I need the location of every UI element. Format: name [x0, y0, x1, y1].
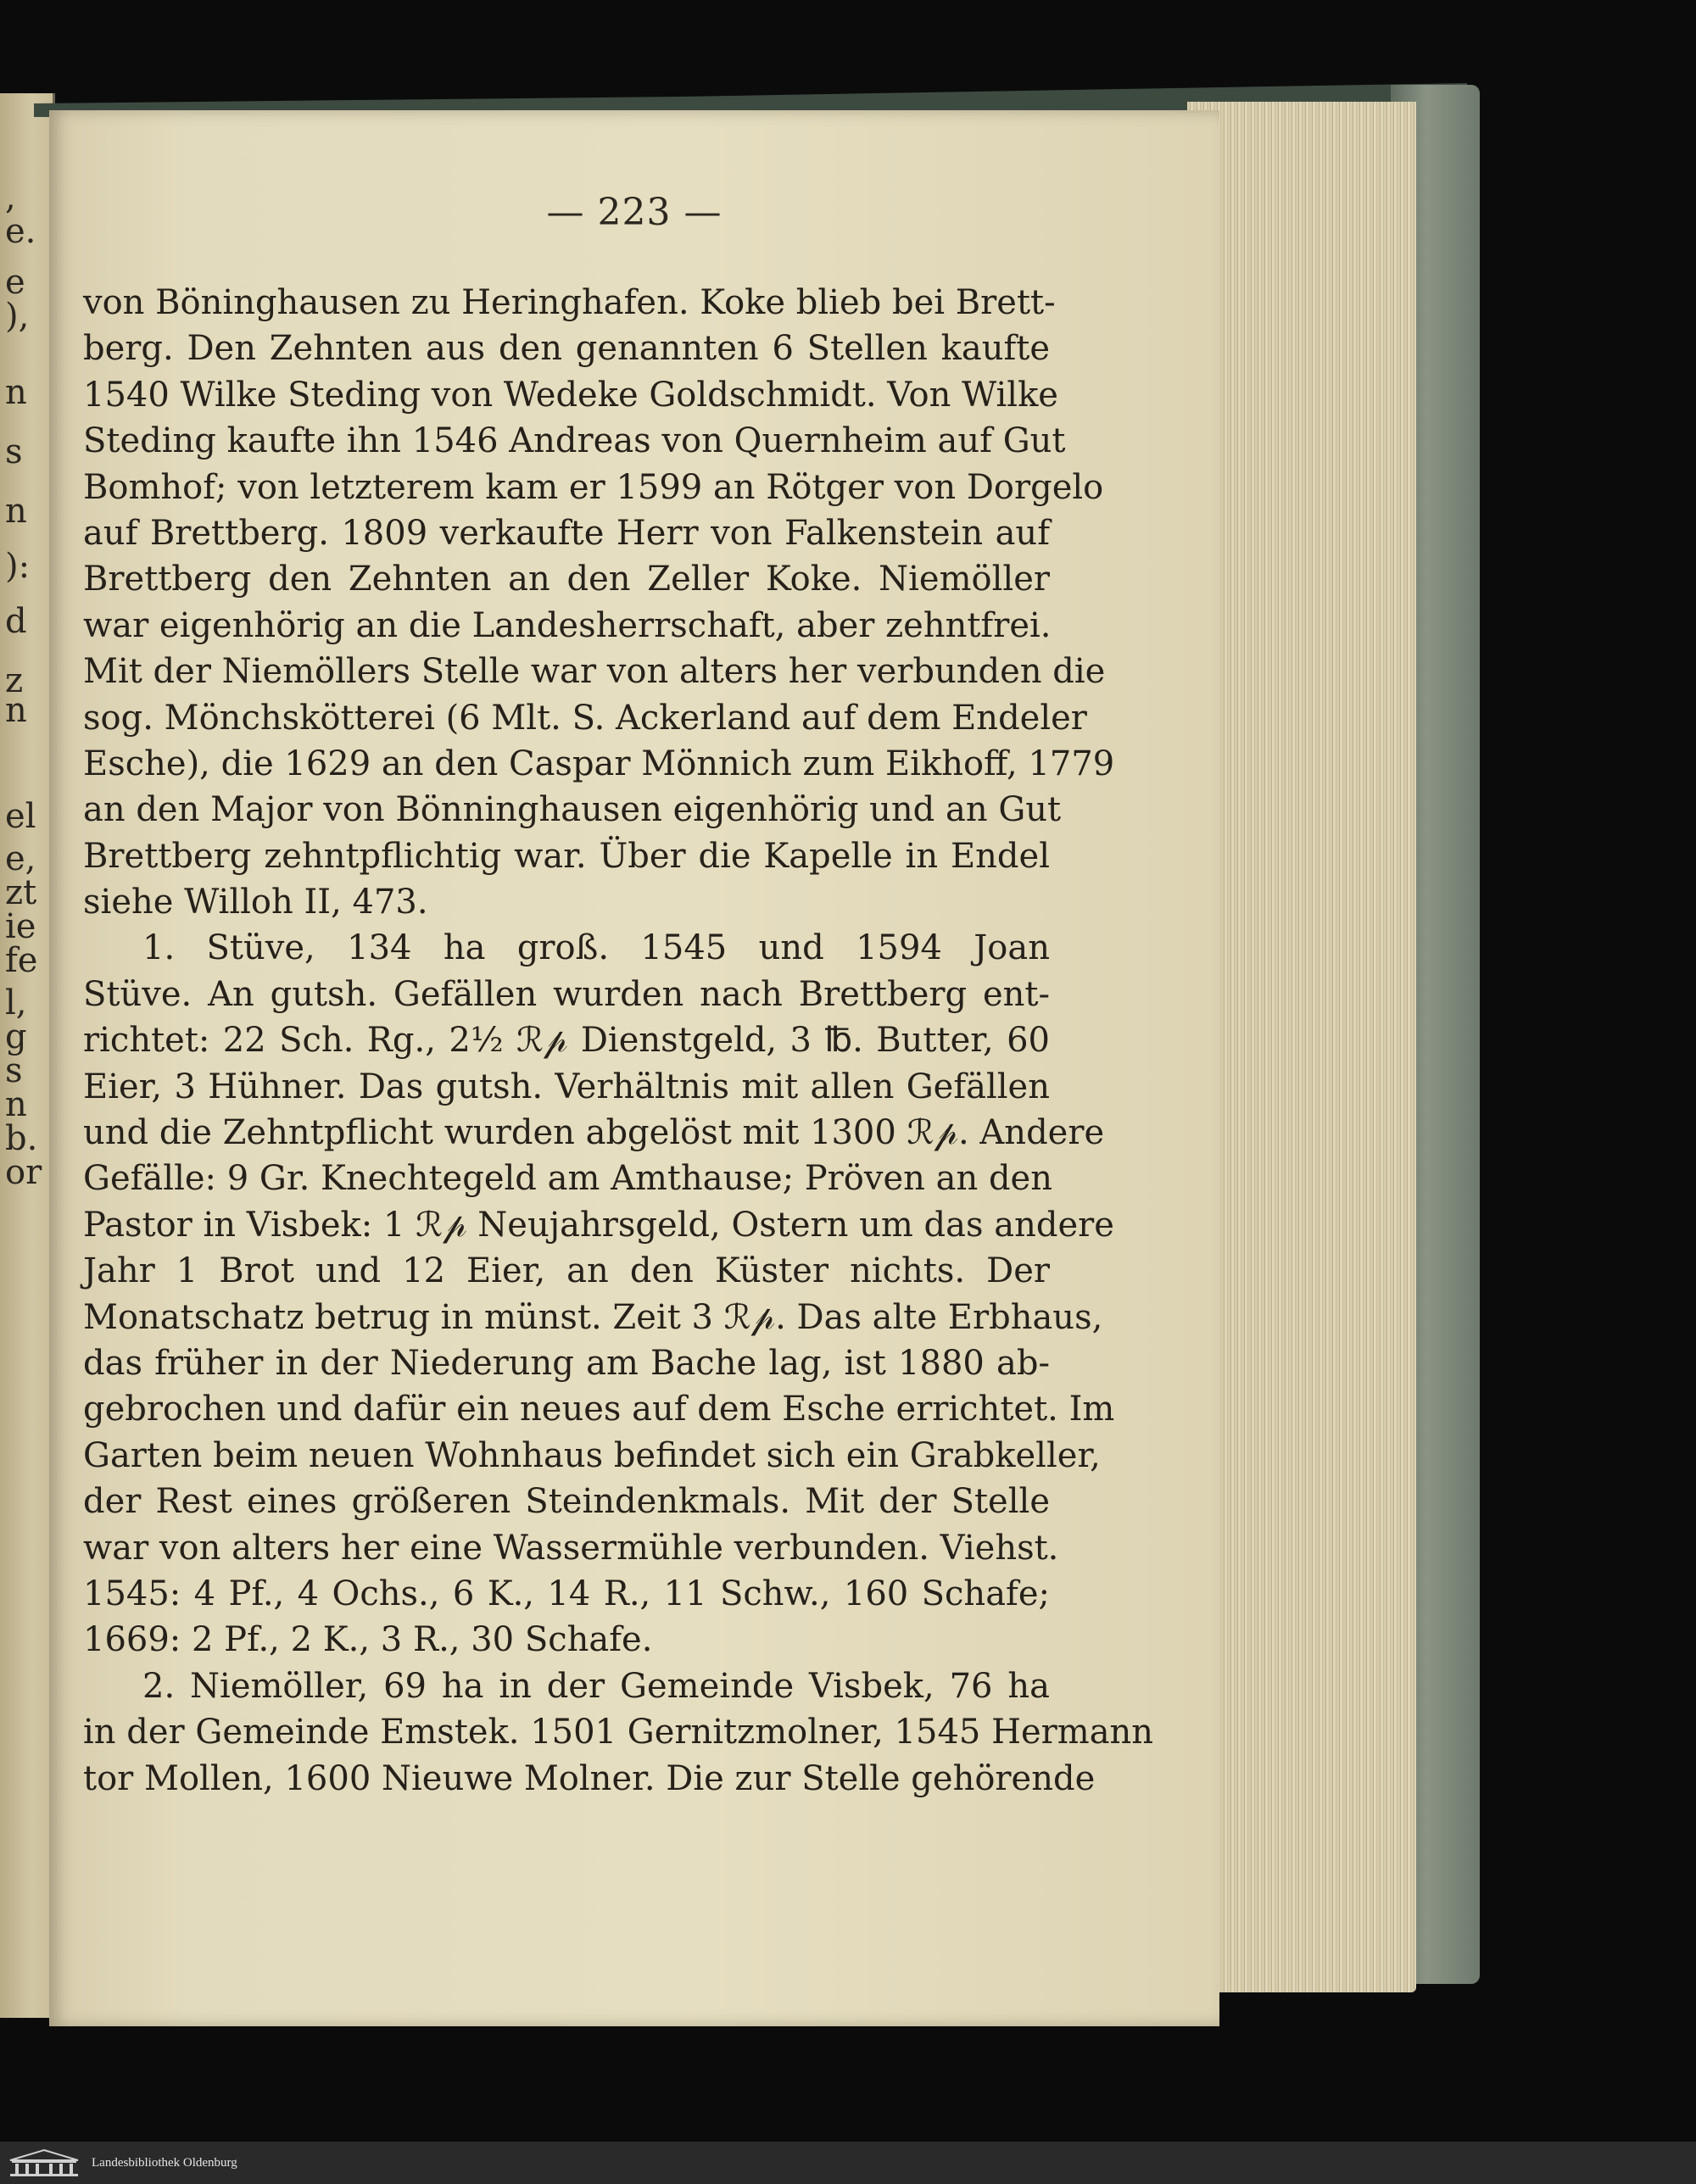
text-line-section-2: 2. Niemöller, 69 ha in der Gemeinde Visbek, 76 ha [142, 1666, 1050, 1706]
text-line: Pastor in Visbek: 1 ℛ𝓅 Neujahrsgeld, Ostern um das andere [83, 1205, 1114, 1245]
left-page-fragment: s [5, 1051, 23, 1090]
text-line: sog. Mönchskötterei (6 Mlt. S. Ackerland auf dem Endeler [83, 698, 1087, 738]
left-page-fragment: , [5, 178, 16, 217]
left-page-fragment: d [5, 602, 27, 641]
page-number: — 223 — [546, 191, 722, 234]
text-line-part: Andere [979, 1113, 1105, 1153]
text-line: tor Mollen, 1600 Nieuwe Molner. Die zur Stelle gehörende [83, 1758, 1096, 1798]
library-logo-icon [7, 2148, 81, 2177]
text-line: siehe Willoh II, 473. [83, 883, 428, 922]
text-line: an den Major von Bönninghausen eigenhörig und an Gut [83, 790, 1062, 830]
viewer-footer-bar [0, 2142, 1696, 2184]
text-line: in der Gemeinde Emstek. 1501 Gernitzmolner, 1545 Hermann [83, 1713, 1154, 1752]
left-page-fragment: ie [5, 907, 36, 946]
text-line: gebrochen und dafür ein neues auf dem Esche errichtet. Im [83, 1390, 1115, 1429]
left-page-fragment: l, [5, 983, 27, 1022]
text-line: der Rest eines größeren Steindenkmals. Mit der Stelle [83, 1482, 1050, 1522]
left-page-fragment: n [5, 492, 27, 531]
page-block-edges [1187, 102, 1416, 1992]
text-line: Eier, 3 Hühner. Das gutsh. Verhältnis mit allen Gefällen [83, 1067, 1050, 1106]
text-line: auf Brettberg. 1809 verkaufte Herr von Falkenstein auf [83, 513, 1050, 553]
left-page-fragment: e. [5, 212, 36, 251]
text-line: Gefälle: 9 Gr. Knechtegeld am Amthause; Pröven an den [83, 1159, 1052, 1199]
text-line: 1545: 4 Pf., 4 Ochs., 6 K., 14 R., 11 Schw., 160 Schafe; [83, 1574, 1050, 1613]
text-line: Steding kaufte ihn 1546 Andreas von Quernheim auf Gut [83, 421, 1066, 461]
left-page-fragment: n [5, 373, 27, 412]
left-page-fragment: ), [5, 297, 30, 336]
left-page-fragment: zt [5, 873, 37, 912]
text-line: war eigenhörig an die Landesherrschaft, aber zehntfrei. [83, 605, 1052, 645]
left-page-fragment: el [5, 797, 36, 836]
left-page-fragment: or [5, 1153, 42, 1192]
left-page-fragment: z [5, 661, 24, 700]
text-line: Esche), die 1629 an den Caspar Mönnich zum Eikhoff, 1779 [83, 744, 1115, 783]
book-page [49, 110, 1219, 2026]
text-line: von Böninghausen zu Heringhafen. Koke blieb bei Brett- [83, 283, 1056, 322]
left-page-fragment: n [5, 1085, 27, 1124]
text-line: Garten beim neuen Wohnhaus befindet sich ein Grabkeller, [83, 1435, 1101, 1475]
left-page-fragment: s [5, 432, 23, 471]
text-line: berg. Den Zehnten aus den genannten 6 Stellen kaufte [83, 329, 1050, 369]
text-line: Monatschatz betrug in münst. Zeit 3 ℛ𝓅. Das alte Erbhaus, [83, 1297, 1103, 1337]
text-line [83, 1110, 1105, 1156]
text-line: 1669: 2 Pf., 2 K., 3 R., 30 Schafe. [83, 1620, 653, 1660]
text-line: Mit der Niemöllers Stelle war von alters her verbunden die [83, 652, 1106, 692]
library-name: Landesbibliothek Oldenburg [92, 2155, 237, 2170]
left-page-fragment: e, [5, 839, 36, 878]
left-page-fragment: n [5, 691, 27, 730]
left-page-fragment: b. [5, 1119, 38, 1158]
text-line: Bomhof; von letzterem kam er 1599 an Rötger von Dorgelo [83, 467, 1104, 507]
left-page-fragment: e [5, 263, 25, 302]
left-page-fragment: fe [5, 941, 38, 980]
text-line: Brettberg zehntpflichtig war. Über die Kapelle in Endel [83, 836, 1050, 876]
left-page-fragment: g [5, 1017, 27, 1056]
text-line: richtet: 22 Sch. Rg., 2½ ℛ𝓅 Dienstgeld, 3 ℔. Butter, 60 [83, 1021, 1050, 1061]
text-line: Jahr 1 Brot und 12 Eier, an den Küster nichts. Der [83, 1251, 1050, 1291]
text-line: Stüve. An gutsh. Gefällen wurden nach Brettberg ent- [83, 974, 1050, 1014]
text-line-section-1: 1. Stüve, 134 ha groß. 1545 und 1594 Joan [142, 928, 1050, 968]
text-line: das früher in der Niederung am Bache lag, ist 1880 ab- [83, 1343, 1050, 1383]
text-line: Brettberg den Zehnten an den Zeller Koke. Niemöller [83, 560, 1050, 599]
left-page-fragment: ): [5, 547, 31, 586]
page-body-text [83, 280, 1154, 1802]
previous-page-edge [0, 93, 55, 2018]
text-line-part: und die Zehntpflicht wurden abgelöst mit 1300 ℛ𝓅. [83, 1113, 969, 1153]
text-line: 1540 Wilke Steding von Wedeke Goldschmidt. Von Wilke [83, 375, 1058, 415]
text-line: war von alters her eine Wassermühle verbunden. Viehst. [83, 1528, 1059, 1568]
